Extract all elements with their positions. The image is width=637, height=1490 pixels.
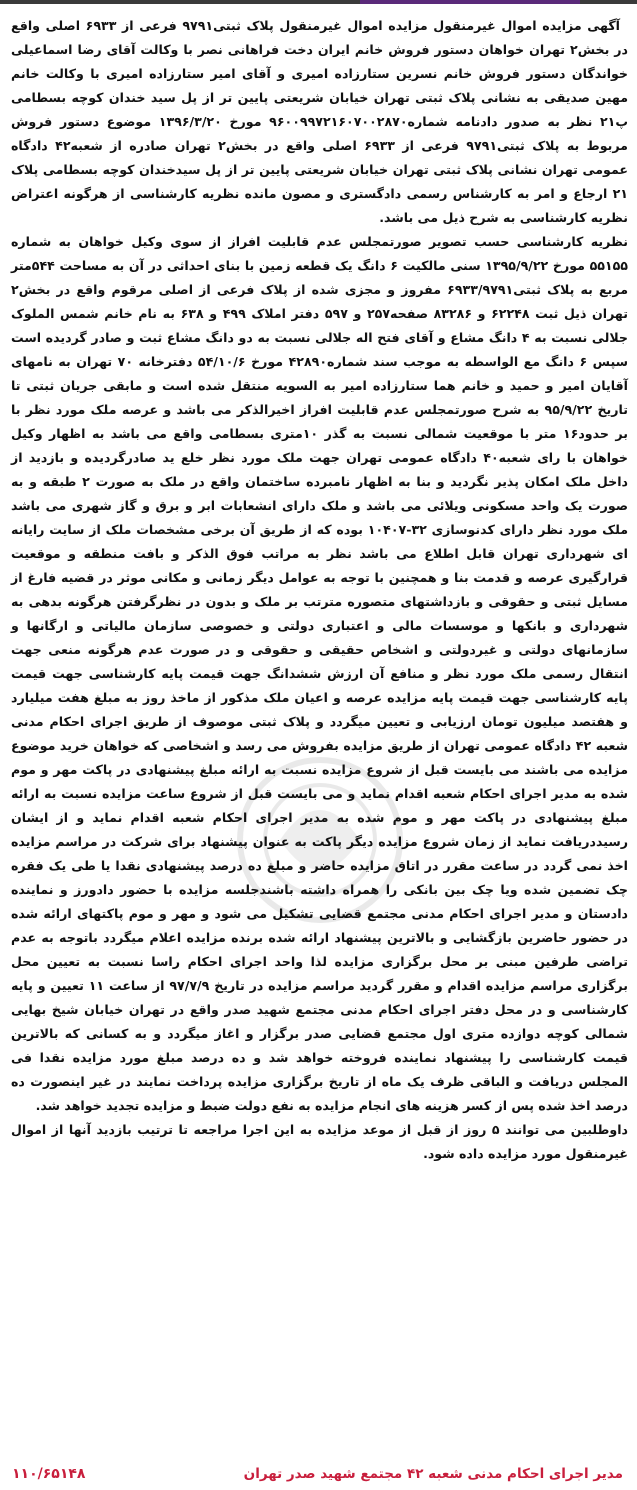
issuer-signature-line: مدیر اجرای احکام مدنی شعبه ۴۲ مجتمع شهید صدر تهران — [243, 1466, 623, 1482]
notice-footer — [0, 1462, 637, 1486]
top-border-accent — [360, 0, 580, 4]
notice-paragraph-intro: آگهی مزایده اموال غیرمنقول مزایده اموال غیرمنقول پلاک ثبتی۹۷۹۱ فرعی از ۶۹۳۳ اصلی واقع در بخش۲ تهران خواهان دستور فروش خانم ایران دخت فراهانی نصر با وکالت آقای رضا اسماعیلی خواندگان دستور فروش خانم نسرین ستارزاده امیری و آقای امیر ستارزاده امیری با وکالت خانم مهین صدیقی به نشانی پلاک ثبتی تهران خیابان شریعتی پایین تر از پل سید خندان کوچه بسطامی پ۲۱ نظر به صدور دادنامه شماره۹۶۰۰۹۹۷۲۱۶۰۷۰۰۲۸۷۰ مورخ ۱۳۹۶/۳/۲۰ موضوع دستور فروش مربوط به پلاک ثبتی۹۷۹۱ فرعی از ۶۹۳۳ اصلی واقع در بخش۲ تهران صادره از شعبه۴۲ دادگاه عمومی تهران نشانی پلاک ثبتی تهران خیابان شریعتی پایین تر از پل سیدخندان کوچه بسطامی پلاک ۲۱ ارجاع و امر به کارشناس رسمی دادگستری و مصون مانده نظریه کارشناسی از هرگونه اعتراض نظریه کارشناسی به شرح ذیل می باشد. — [11, 18, 628, 225]
auction-notice-body — [0, 14, 637, 1464]
notice-reference-code: ۱۱۰/۶۵۱۴۸ — [12, 1466, 86, 1482]
notice-paragraph-visit: داوطلبین می توانند ۵ روز از قبل از موعد مزایده به این اجرا مراجعه تا ترتیب بازدید آنها از اموال غیرمنقول مورد مزایده داده شود. — [11, 1122, 628, 1161]
notice-paragraph-expert-opinion: نظریه کارشناسی حسب تصویر صورتمجلس عدم قابلیت افراز از سوی وکیل خواهان به شماره ۵۵۱۵۵ مورخ ۱۳۹۵/۹/۲۲ سنی مالکیت ۶ دانگ یک قطعه زمین با بنای احداثی در آن به مساحت ۵۴۴متر مربع به پلاک ثبتی۶۹۳۳/۹۷۹۱ مفروز و مجزی شده از پلاک فرعی از اصلی مرقوم واقع در بخش۲ تهران ذیل ثبت ۶۲۲۴۸ و ۸۳۲۸۶ صفحه۲۵۷ و ۵۹۷ دفتر املاک ۴۹۹ و ۶۳۸ به نام خانم شمس الملوک جلالی نسبت به ۴ دانگ مشاع و آقای فتح اله جلالی نسبت به دو دانگ مشاع ثبت و صادر گردیده است سپس ۶ دانگ مع الواسطه به موجب سند شماره۴۲۸۹۰ مورخ ۵۴/۱۰/۶ دفترخانه ۷۰ تهران به نامهای آقایان امیر و حمید و خانم هما ستارزاده امیر به السویه منتقل شده است و مابقی جریان ثبتی تا تاریخ ۹۵/۹/۲۲ به شرح صورتمجلس عدم قابلیت افراز اخیرالذکر می باشد و عرصه ملک مورد نظر با بر حدود۱۶ متر با موقعیت شمالی نسبت به گذر ۱۰متری بسطامی واقع می باشد به اظهار وکیل خواهان با رای شعبه۴۰ دادگاه عمومی تهران جهت ملک مورد نظر خلع ید صادرگردیده و بازدید از داخل ملک امکان پذیر نگردید و بنا به اظهار نامبرده ساختمان واقع در ملک به صورت ۲ طبقه و به صورت یک واحد مسکونی ویلائی می باشد و ملک دارای انشعابات ابر و برق و گاز شهری می باشد ملک مورد نظر دارای کدنوسازی ۳۲-۱۰۴۰۷ بوده که از طریق آن برخی مشخصات ملک از سایت رایانه ای شهرداری تهران قابل اطلاع می باشد نظر به مراتب فوق الذکر و بافت منطقه و موقعیت قرارگیری عرصه و قدمت بنا و همچنین با توجه به عوامل دیگر زمانی و مکانی موثر در قضیه فارغ از مسایل ثبتی و حقوقی و بازداشتهای متصوره مترتب بر ملک و بدون در نظرگرفتن هرگونه بدهی به شهرداری و بانکها و موسسات مالی و اعتباری دولتی و خصوصی سازمان مالیاتی و ارگانها و سازمانهای دولتی و غیردولتی و اشخاص حقیقی و حقوقی و در صورت عدم هرگونه منعی جهت انتقال رسمی ملک مورد نظر و منافع آن ارزش ششدانگ جهت قیمت پایه کارشناسی جهت قیمت پایه کارشناسی جهت قیمت پایه مزایده عرصه و اعیان ملک مذکور از ماخذ روز به مبلغ هفت میلیارد و هفتصد میلیون تومان ارزیابی و تعیین میگردد و پلاک ثبتی موصوف از طریق اجرای احکام مدنی شعبه ۴۲ دادگاه عمومی تهران از طریق مزایده بفروش می رسد و اشخاصی که خواهان خرید موضوع مزایده می باشند می بایست قبل از شروع مزایده نسبت به ارائه مبلغ پیشنهادی در پاکت مهر و موم شده به مدیر اجرای احکام شعبه اقدام نماید و می بایست قبل از شروع ساعت مزایده نسبت به ارائه مبلغ پیشنهادی در پاکت مهر و موم شده به مدیر اجرای احکام شعبه اقدام نماید و از ایشان رسیددریافت نماید از زمان شروع مزایده دیگر پاکت به عنوان پیشنهاد برای شرکت در مراسم مزایده اخذ نمی گردد در ساعت مقرر در اتاق مزایده حاضر و مبلغ ده درصد پیشنهادی نقدا یا طی یک فقره چک تضمین شده ویا چک بین بانکی را همراه داشته باشندجلسه مزایده با حضور دادورز و نماینده دادستان و مدیر اجرای احکام مدنی مجتمع قضایی تشکیل می شود و مهر و موم پاکتهای ارائه شده در حضور حاضرین بازگشایی و بالاترین پیشنهاد ارائه شده برنده مزایده اعلام میگردد باتوجه به عدم تراضی طرفین مبنی بر محل برگزاری مزایده لذا واحد اجرای احکام راسا نسبت به تعیین محل برگزاری مراسم مزایده اقدام و مقرر گردید مراسم مزایده در تاریخ ۹۷/۷/۹ از ساعت ۱۱ تعیین و پایه کارشناسی و در محل دفتر اجرای احکام مدنی مجتمع شهید صدر واقع در تهران خیابان شیخ بهایی شمالی کوچه دوازده متری اول مجتمع قضایی صدر برگزار و اغاز میگردد و به کسانی که بالاترین قیمت کارشناسی را پیشنهاد نماینده فروخته خواهد شد و ده درصد مبلغ مورد مزایده نقدا فی المجلس دریافت و الباقی ظرف یک ماه از تاریخ برگزاری مزایده پرداخت نمایند در غیر اینصورت ده درصد اخذ شده پس از کسر هزینه های انجام مزایده به نفع دولت ضبط و مزایده تجدید خواهد شد. — [11, 234, 629, 1113]
